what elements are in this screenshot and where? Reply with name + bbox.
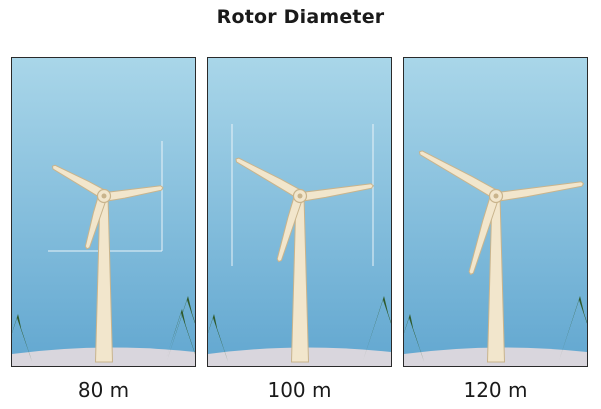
turbine-caption-120m: 120 m xyxy=(463,378,528,402)
turbine-80m-illustration xyxy=(12,58,195,366)
turbine-caption-80m: 80 m xyxy=(77,378,130,402)
turbine-panel-120m xyxy=(403,57,588,367)
turbine-hub-center xyxy=(298,194,303,199)
turbine-caption-100m: 100 m xyxy=(267,378,332,402)
turbine-100m-illustration xyxy=(208,58,391,366)
turbine-hub-center xyxy=(494,194,499,199)
turbine-hub-center xyxy=(102,194,107,199)
turbine-120m-illustration xyxy=(404,58,587,366)
diagram-title: Rotor Diameter xyxy=(216,6,385,28)
turbine-panel-80m xyxy=(11,57,196,367)
turbine-panel-100m xyxy=(207,57,392,367)
